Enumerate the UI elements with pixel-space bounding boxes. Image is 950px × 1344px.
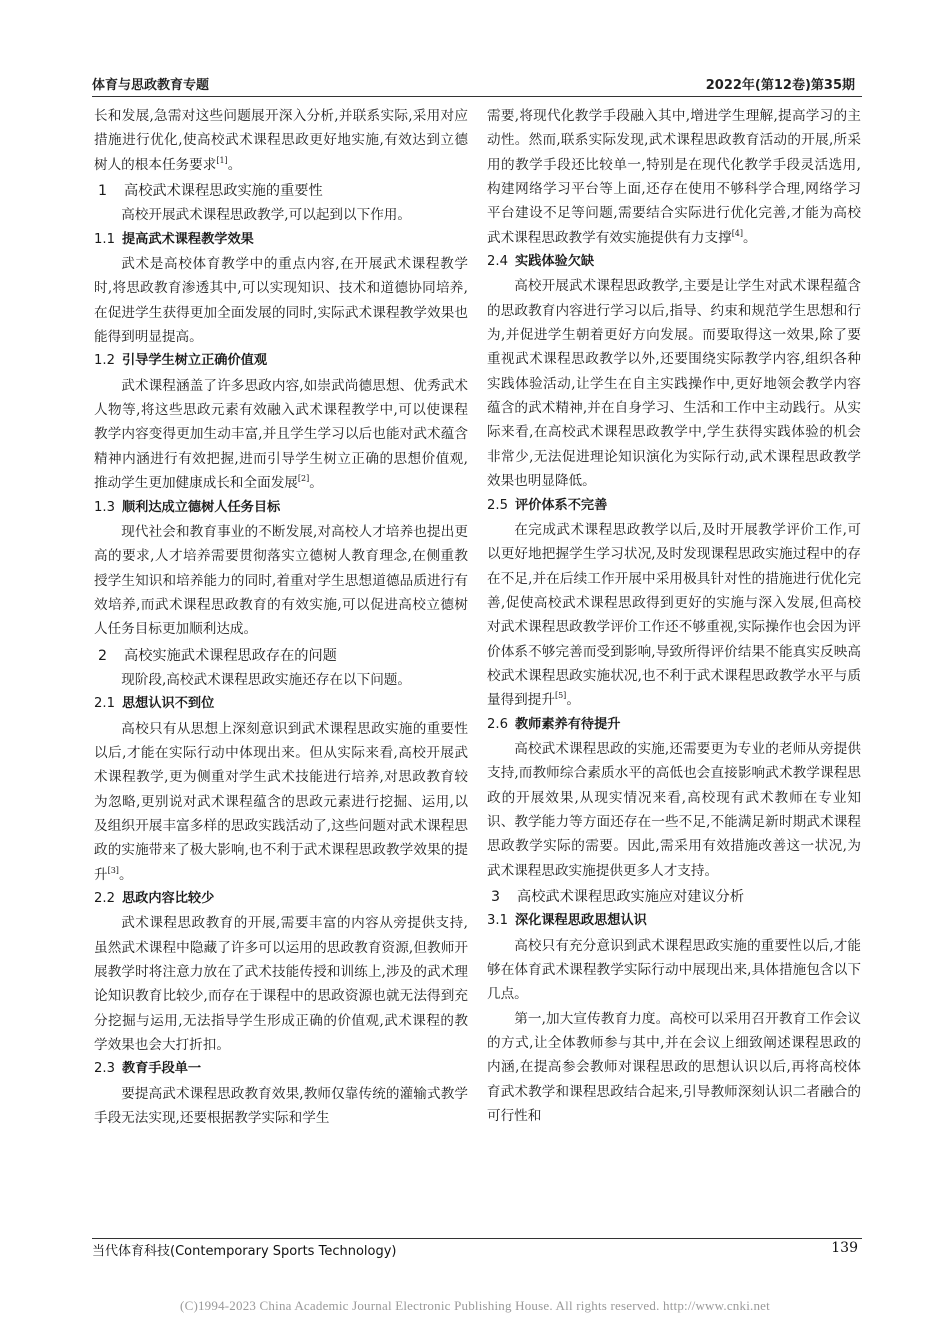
section-heading: 3 高校武术课程思政实施应对建议分析 [491,889,745,905]
paragraph: 高校武术课程思政的实施,还需要更为专业的老师从旁提供支持,而教师综合素质水平的高低也会直接影响武术教学课程思政的开展效果,从现实情况来看,高校现有武术教师在专业知识、教学能力等方面还存在一些不足,不能满足新时期武术课程思政教学实际的需要。因此,需采用有效措施改善这一状况,为武术课程思政实施提供更多人才支持。 [487,740,861,879]
subsection-heading: 1.2 引导学生树立正确价值观 [94,353,268,369]
paragraph: 高校开展武术课程思政教学,主要是让学生对武术课程蕴含的思政教育内容进行学习以后,指导、约束和规范学生思想和行为,并促进学生朝着更好方向发展。而要取得这一效果,除了要重视武术课程思政教学以外,还要围绕实际教学内容,组织各种实践体验活动,让学生在自主实践操作中,更好地领会教学内容蕴含的武术精神,并在自身学习、生活和工作中主动践行。从实际来看,在高校武术课程思政教学中,学生获得实践体验的机会非常少,无法促进理论知识演化为实际行动,武术课程思政教学效果也明显降低。 [487,278,861,490]
paragraph: 现代社会和教育事业的不断发展,对高校人才培养也提出更高的要求,人才培养需要贯彻落实立德树人教育理念,在侧重教授学生知识和培养能力的同时,着重对学生思想道德品质进行有效培养,而武术课程思政教育的有效实施,可以促进高校立德树人任务目标更加顺利达成。 [94,523,468,638]
page-number: 139 [831,1240,858,1256]
footer-rule [92,1238,862,1239]
paragraph: 武术是高校体育教学中的重点内容,在开展武术课程教学时,将思政教育渗透其中,可以实现知识、技术和道德协同培养,在促进学生获得更加全面发展的同时,实际武术课程教学效果也能得到明显提高。 [94,256,468,346]
header-rule [92,96,862,97]
citation: [1] [216,155,228,165]
section-heading: 2 高校实施武术课程思政存在的问题 [98,647,337,664]
paragraph: 武术课程涵盖了许多思政内容,如崇武尚德思想、优秀武术人物等,将这些思政元素有效融入武术课程教学中,可以使课程教学内容变得更加生动丰富,并且学生学习以后也能对武术蕴含精神内涵进行有效把握,进而引导学生树立正确的思想价值观,推动学生更加健康成长和全面发展[2]。 [94,377,468,492]
citation: [4] [731,228,744,238]
citation: [5] [554,691,567,701]
subsection-heading: 1.1 提高武术课程教学效果 [94,231,254,247]
subsection-heading: 1.3 顺利达成立德树人任务目标 [94,499,281,515]
subsection-heading: 2.6 教师素养有待提升 [487,716,621,732]
right-column [487,104,861,1128]
subsection-heading: 2.1 思想认识不到位 [94,696,215,712]
paragraph: 高校开展武术课程思政教学,可以起到以下作用。 [121,207,411,224]
subsection-heading: 2.4 实践体验欠缺 [487,254,595,270]
subsection-heading: 2.5 评价体系不完善 [487,497,608,513]
section-heading: 1 高校武术课程思政实施的重要性 [98,183,323,200]
running-header-issue: 2022年(第12卷)第35期 [705,78,855,93]
paragraph: 高校只有从思想上深刻意识到武术课程思政实施的重要性以后,才能在实际行动中体现出来。但从实际来看,高校开展武术课程教学,更为侧重对学生武术技能进行培养,对思政教育较为忽略,更别说对武术课程蕴含的思政元素进行挖掘、运用,以及组织开展丰富多样的思政实践活动了,这些问题对武术课程思政的实施带来了极大影响,也不利于武术课程思政教学效果的提升[3]。 [94,720,468,883]
paragraph: 在完成武术课程思政教学以后,及时开展教学评价工作,可以更好地把握学生学习状况,及时发现课程思政实施过程中的存在不足,并在后续工作开展中采用极具针对性的措施进行优化完善,促使高校武术课程思政得到更好的实施与深入发展,但高校对武术课程思政教学评价工作还不够重视,实际操作也会因为评价体系不够完善而受到影响,导致所得评价结果不能真实反映高校武术课程思政实施状况,也不利于武术课程思政教学水平与质量得到提升[5]。 [487,521,861,709]
paragraph: 高校只有充分意识到武术课程思政实施的重要性以后,才能够在体育武术课程教学实际行动中展现出来,具体措施包含以下几点。 [487,937,861,1003]
paragraph: 第一,加大宣传教育力度。高校可以采用召开教育工作会议的方式,让全体教师参与其中,并在会议上细致阐述课程思政的内涵,在提高参会教师对课程思政的思想认识以后,再将高校体育武术教学和课程思政结合起来,引导教师深刻认识二者融合的可行性和 [487,1010,861,1125]
subsection-heading: 3.1 深化课程思政思想认识 [487,913,647,929]
running-header-title: 体育与思政教育专题 [92,78,210,93]
journal-footer: 当代体育科技(Contemporary Sports Technology) [92,1244,397,1259]
paragraph: 长和发展,急需对这些问题展开深入分析,并联系实际,采用对应措施进行优化,使高校武术课程思政更好地实施,有效达到立德树人的根本任务要求[1]。 [94,108,468,173]
copyright-notice: (C)1994-2023 China Academic Journal Electronic Publishing House. All rights reserved. http://www.cnki.net [180,1298,770,1313]
paragraph: 现阶段,高校武术课程思政实施还存在以下问题。 [121,671,411,688]
subsection-heading: 2.2 思政内容比较少 [94,891,215,906]
citation: [3] [107,865,119,875]
paragraph: 需要,将现代化教学手段融入其中,增进学生理解,提高学习的主动性。然而,联系实际发现,武术课程思政教育活动的开展,所采用的教学手段还比较单一,特别是在现代化教学手段灵活选用,构建网络学习平台等上面,还存在使用不够科学合理,网络学习平台建设不足等问题,需要结合实际进行优化完善,才能为高校武术课程思政教学有效实施提供有力支撑[4]。 [487,108,861,246]
left-column [94,104,468,1130]
paragraph: 武术课程思政教育的开展,需要丰富的内容从旁提供支持,虽然武术课程中隐藏了许多可以运用的思政教育资源,但教师开展教学时将注意力放在了武术技能传授和训练上,涉及的武术理论知识教育比较少,而存在于课程中的思政资源也就无法得到充分挖掘与运用,无法指导学生形成正确的价值观,武术课程的教学效果也会大打折扣。 [94,915,468,1054]
citation: [2] [297,474,310,484]
subsection-heading: 2.3 教育手段单一 [94,1061,202,1077]
paragraph: 要提高武术课程思政教育效果,教师仅靠传统的灌输式教学手段无法实现,还要根据教学实际和学生 [94,1085,468,1127]
